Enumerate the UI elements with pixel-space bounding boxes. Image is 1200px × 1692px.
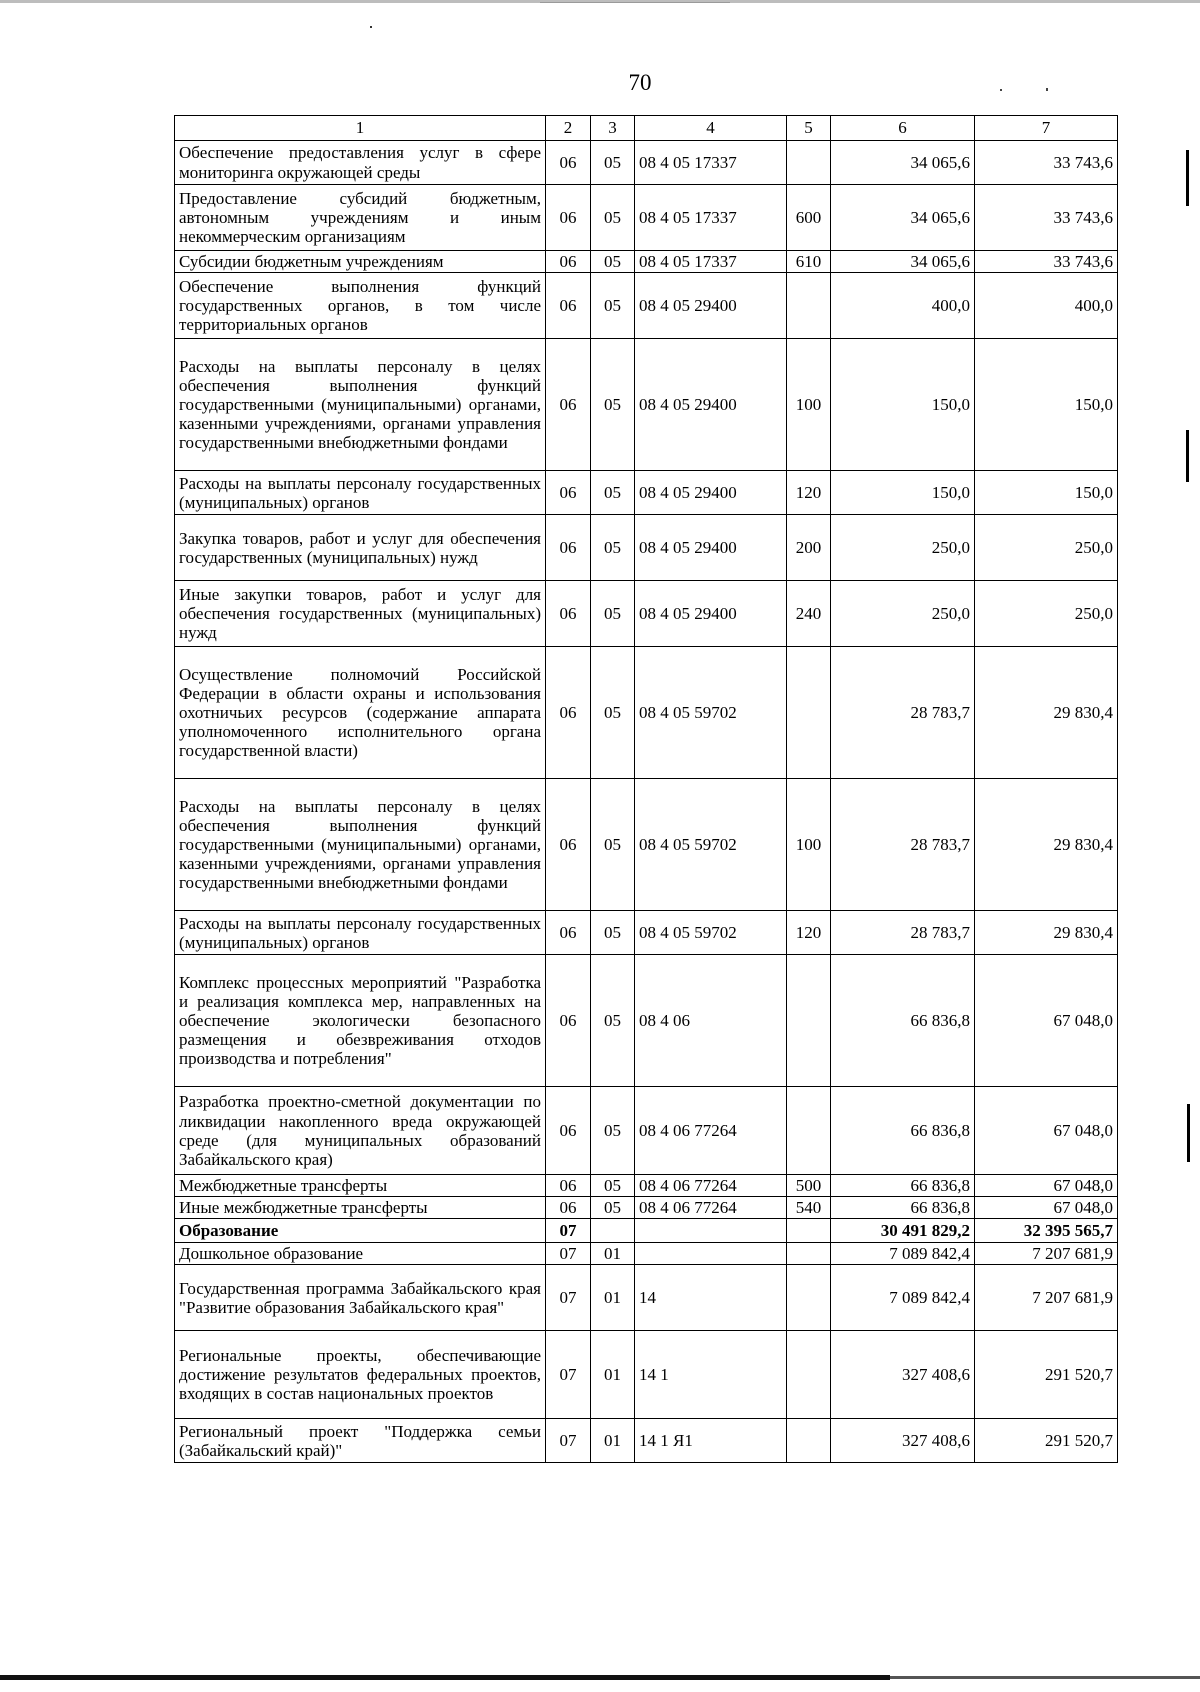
row-subsection-code [591,1219,635,1243]
row-amount-year2: 67 048,0 [975,955,1118,1087]
row-amount-year1: 7 089 842,4 [831,1265,975,1331]
column-header: 4 [635,116,787,141]
row-amount-year2: 150,0 [975,471,1118,515]
table-row [175,273,1118,339]
row-name: Межбюджетные трансферты [175,1175,546,1197]
table-row [175,955,1118,1087]
row-amount-year1: 327 408,6 [831,1419,975,1463]
row-amount-year1: 250,0 [831,515,975,581]
row-expense-type [787,273,831,339]
row-amount-year2: 250,0 [975,581,1118,647]
table-row [175,251,1118,273]
row-amount-year2: 291 520,7 [975,1331,1118,1419]
table-header-row [175,116,1118,141]
scan-speck [1046,88,1048,91]
row-subsection-code: 05 [591,779,635,911]
table-row [175,1419,1118,1463]
row-amount-year2: 7 207 681,9 [975,1265,1118,1331]
row-target-article: 08 4 05 29400 [635,273,787,339]
row-amount-year2: 29 830,4 [975,779,1118,911]
table-row [175,581,1118,647]
row-section-code: 07 [546,1265,591,1331]
row-amount-year2: 33 743,6 [975,185,1118,251]
column-header: 7 [975,116,1118,141]
scan-margin-mark [1186,430,1189,482]
table-row [175,1175,1118,1197]
table-row [175,1265,1118,1331]
row-expense-type [787,141,831,185]
scan-margin-mark [1186,150,1189,206]
row-expense-type: 540 [787,1197,831,1219]
row-expense-type: 120 [787,471,831,515]
row-target-article: 14 1 Я1 [635,1419,787,1463]
scan-speck [1000,89,1002,91]
row-expense-type [787,1331,831,1419]
row-subsection-code: 05 [591,1197,635,1219]
row-amount-year1: 150,0 [831,471,975,515]
row-amount-year2: 32 395 565,7 [975,1219,1118,1243]
row-name: Разработка проектно-сметной документации по ликвидации накопленного вреда окружающей среде (для муниципальных образований Забайкальского края) [175,1087,546,1175]
row-name: Обеспечение выполнения функций государственных органов, в том числе территориальных органов [175,273,546,339]
row-amount-year1: 250,0 [831,581,975,647]
scan-bottom-edge [0,1675,890,1680]
row-section-code: 06 [546,515,591,581]
row-subsection-code: 05 [591,911,635,955]
row-amount-year1: 400,0 [831,273,975,339]
row-name: Образование [175,1219,546,1243]
row-amount-year2: 29 830,4 [975,911,1118,955]
row-expense-type: 600 [787,185,831,251]
row-expense-type: 200 [787,515,831,581]
row-subsection-code: 05 [591,1175,635,1197]
row-expense-type: 100 [787,339,831,471]
row-section-code: 06 [546,273,591,339]
row-name: Региональные проекты, обеспечивающие достижение результатов федеральных проектов, входящих в состав национальных проектов [175,1331,546,1419]
row-amount-year2: 291 520,7 [975,1419,1118,1463]
row-expense-type [787,647,831,779]
table-row [175,647,1118,779]
table-row [175,911,1118,955]
row-amount-year2: 67 048,0 [975,1175,1118,1197]
row-amount-year2: 33 743,6 [975,141,1118,185]
row-amount-year2: 29 830,4 [975,647,1118,779]
scan-margin-mark [1187,1104,1190,1162]
row-expense-type [787,955,831,1087]
row-subsection-code: 05 [591,273,635,339]
table-row [175,1197,1118,1219]
row-amount-year1: 28 783,7 [831,911,975,955]
table-row [175,1243,1118,1265]
row-name: Региональный проект "Поддержка семьи (Забайкальский край)" [175,1419,546,1463]
row-name: Комплекс процессных мероприятий "Разработка и реализация комплекса мер, направленных на обеспечение экологически безопасного размещения и обезвреживания отходов производства и потребления" [175,955,546,1087]
row-target-article: 08 4 05 17337 [635,185,787,251]
row-amount-year2: 67 048,0 [975,1087,1118,1175]
row-section-code: 06 [546,779,591,911]
row-name: Расходы на выплаты персоналу государственных (муниципальных) органов [175,471,546,515]
row-expense-type [787,1243,831,1265]
row-expense-type: 500 [787,1175,831,1197]
row-name: Иные межбюджетные трансферты [175,1197,546,1219]
row-section-code: 06 [546,141,591,185]
row-target-article: 08 4 05 29400 [635,581,787,647]
row-section-code: 07 [546,1219,591,1243]
row-name: Обеспечение предоставления услуг в сфере мониторинга окружающей среды [175,141,546,185]
row-amount-year1: 150,0 [831,339,975,471]
row-section-code: 06 [546,1175,591,1197]
row-amount-year1: 30 491 829,2 [831,1219,975,1243]
row-target-article: 08 4 05 17337 [635,141,787,185]
row-name: Предоставление субсидий бюджетным, автономным учреждениям и иным некоммерческим организациям [175,185,546,251]
row-amount-year1: 28 783,7 [831,647,975,779]
row-amount-year2: 250,0 [975,515,1118,581]
row-subsection-code: 01 [591,1243,635,1265]
column-header: 5 [787,116,831,141]
row-subsection-code: 05 [591,251,635,273]
row-expense-type [787,1219,831,1243]
row-target-article: 08 4 05 59702 [635,911,787,955]
column-header: 1 [175,116,546,141]
scan-speck [370,26,372,28]
table-row [175,471,1118,515]
row-amount-year2: 7 207 681,9 [975,1243,1118,1265]
row-subsection-code: 05 [591,515,635,581]
table-row [175,515,1118,581]
scan-bottom-edge [890,1676,1200,1679]
row-expense-type: 240 [787,581,831,647]
table-row [175,141,1118,185]
row-target-article: 08 4 05 29400 [635,515,787,581]
row-expense-type: 610 [787,251,831,273]
row-amount-year1: 66 836,8 [831,1175,975,1197]
row-section-code: 06 [546,955,591,1087]
row-target-article: 08 4 06 [635,955,787,1087]
budget-table [174,115,1118,1463]
row-amount-year2: 33 743,6 [975,251,1118,273]
row-section-code: 06 [546,339,591,471]
row-target-article: 08 4 05 29400 [635,339,787,471]
row-target-article: 08 4 05 29400 [635,471,787,515]
table-row [175,339,1118,471]
row-subsection-code: 05 [591,339,635,471]
row-subsection-code: 01 [591,1331,635,1419]
row-target-article: 08 4 05 59702 [635,647,787,779]
row-name: Субсидии бюджетным учреждениям [175,251,546,273]
row-section-code: 06 [546,581,591,647]
row-name: Иные закупки товаров, работ и услуг для обеспечения государственных (муниципальных) нужд [175,581,546,647]
row-target-article [635,1243,787,1265]
row-subsection-code: 01 [591,1419,635,1463]
row-subsection-code: 05 [591,471,635,515]
row-target-article: 08 4 06 77264 [635,1197,787,1219]
row-target-article: 08 4 05 59702 [635,779,787,911]
scan-top-edge-mark [540,2,730,3]
table-row [175,1331,1118,1419]
row-amount-year2: 150,0 [975,339,1118,471]
row-target-article: 08 4 05 17337 [635,251,787,273]
row-subsection-code: 05 [591,647,635,779]
row-amount-year1: 28 783,7 [831,779,975,911]
row-subsection-code: 01 [591,1265,635,1331]
row-expense-type [787,1265,831,1331]
row-amount-year1: 327 408,6 [831,1331,975,1419]
row-name: Расходы на выплаты персоналу государственных (муниципальных) органов [175,911,546,955]
row-section-code: 06 [546,911,591,955]
row-subsection-code: 05 [591,955,635,1087]
row-name: Осуществление полномочий Российской Федерации в области охраны и использования охотничьих ресурсов (содержание аппарата уполномоченного исполнительного органа государственной власти) [175,647,546,779]
row-amount-year1: 66 836,8 [831,1197,975,1219]
column-header: 3 [591,116,635,141]
row-section-code: 07 [546,1331,591,1419]
row-target-article: 14 1 [635,1331,787,1419]
column-header: 6 [831,116,975,141]
row-expense-type [787,1419,831,1463]
row-section-code: 06 [546,1087,591,1175]
row-amount-year2: 400,0 [975,273,1118,339]
table-row [175,185,1118,251]
row-subsection-code: 05 [591,185,635,251]
row-amount-year1: 66 836,8 [831,955,975,1087]
row-section-code: 06 [546,251,591,273]
row-section-code: 06 [546,471,591,515]
row-expense-type: 100 [787,779,831,911]
row-subsection-code: 05 [591,581,635,647]
row-section-code: 06 [546,1197,591,1219]
table-row [175,1087,1118,1175]
row-section-code: 06 [546,185,591,251]
row-expense-type [787,1087,831,1175]
table-row [175,779,1118,911]
row-section-code: 06 [546,647,591,779]
row-name: Расходы на выплаты персоналу в целях обеспечения выполнения функций государственными (муниципальными) органами, казенными учреждениями, органами управления государственными внебюджетными фондами [175,779,546,911]
row-target-article: 08 4 06 77264 [635,1175,787,1197]
row-name: Расходы на выплаты персоналу в целях обеспечения выполнения функций государственными (муниципальными) органами, казенными учреждениями, органами управления государственными внебюджетными фондами [175,339,546,471]
row-name: Дошкольное образование [175,1243,546,1265]
row-subsection-code: 05 [591,141,635,185]
row-name: Закупка товаров, работ и услуг для обеспечения государственных (муниципальных) нужд [175,515,546,581]
row-section-code: 07 [546,1243,591,1265]
row-amount-year1: 66 836,8 [831,1087,975,1175]
row-expense-type: 120 [787,911,831,955]
row-target-article [635,1219,787,1243]
row-amount-year2: 67 048,0 [975,1197,1118,1219]
page-number: 70 [628,70,652,95]
row-target-article: 08 4 06 77264 [635,1087,787,1175]
row-amount-year1: 34 065,6 [831,251,975,273]
row-subsection-code: 05 [591,1087,635,1175]
table-row [175,1219,1118,1243]
column-header: 2 [546,116,591,141]
row-name: Государственная программа Забайкальского края "Развитие образования Забайкальского края" [175,1265,546,1331]
row-amount-year1: 34 065,6 [831,141,975,185]
row-amount-year1: 34 065,6 [831,185,975,251]
row-section-code: 07 [546,1419,591,1463]
row-target-article: 14 [635,1265,787,1331]
row-amount-year1: 7 089 842,4 [831,1243,975,1265]
